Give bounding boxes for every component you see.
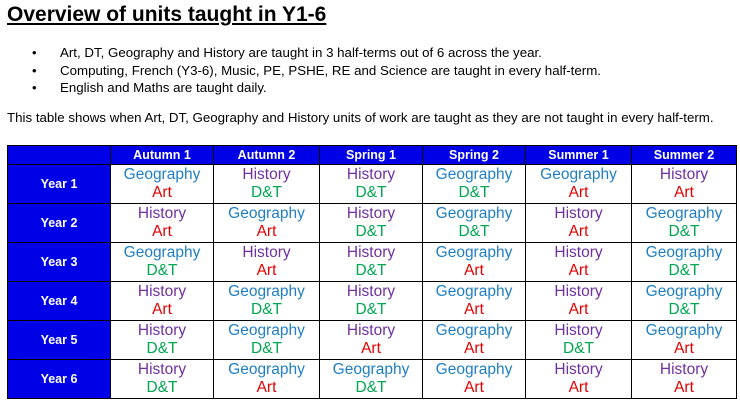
subject-dt: D&T <box>458 184 490 201</box>
table-cell <box>423 282 526 321</box>
subject-history: History <box>242 166 291 183</box>
table-cell <box>320 243 423 282</box>
subject-dt: D&T <box>458 223 490 240</box>
table-cell <box>423 321 526 360</box>
subject-art: Art <box>568 262 589 279</box>
subject-dt: D&T <box>668 262 700 279</box>
table-cell <box>526 321 632 360</box>
table-row <box>8 165 737 204</box>
subject-dt: D&T <box>146 340 178 357</box>
table-cell <box>632 321 737 360</box>
subject-geography: Geography <box>645 283 723 300</box>
table-cell <box>632 165 737 204</box>
subject-history: History <box>242 244 291 261</box>
table-cell <box>214 321 320 360</box>
column-header: Spring 1 <box>320 146 423 165</box>
subject-art: Art <box>361 340 381 357</box>
subject-art: Art <box>568 301 589 318</box>
table-cell <box>214 360 320 399</box>
header-row <box>8 146 737 165</box>
table-cell <box>214 243 320 282</box>
subject-art: Art <box>256 223 277 240</box>
table-cell <box>214 282 320 321</box>
subject-art: Art <box>152 301 172 318</box>
intro-text: This table shows when Art, DT, Geography and History units of work are taught as they are not taught in every half-term. <box>7 110 714 125</box>
subject-history: History <box>137 361 187 378</box>
subject-geography: Geography <box>435 283 513 300</box>
subject-dt: D&T <box>355 379 387 396</box>
subject-dt: D&T <box>251 340 282 357</box>
subject-geography: Geography <box>645 205 723 222</box>
subject-geography: Geography <box>435 322 513 339</box>
subject-dt: D&T <box>251 184 282 201</box>
subject-geography: Geography <box>435 166 513 183</box>
table-cell <box>111 282 214 321</box>
subject-history: History <box>137 322 187 339</box>
column-header: Autumn 1 <box>111 146 214 165</box>
year-label: Year 1 <box>8 165 111 204</box>
subject-geography: Geography <box>123 166 201 183</box>
table-cell <box>526 360 632 399</box>
column-header: Spring 2 <box>423 146 526 165</box>
subject-art: Art <box>256 262 277 279</box>
subject-history: History <box>554 322 603 339</box>
table-cell <box>111 204 214 243</box>
subject-geography: Geography <box>645 322 723 339</box>
corner-cell <box>8 146 111 165</box>
subject-history: History <box>554 205 603 222</box>
year-label: Year 6 <box>8 360 111 399</box>
subject-history: History <box>346 283 396 300</box>
subject-history: History <box>346 205 396 222</box>
table-cell <box>632 243 737 282</box>
column-header: Summer 2 <box>632 146 737 165</box>
subject-geography: Geography <box>540 166 617 183</box>
subject-geography: Geography <box>228 283 305 300</box>
subject-geography: Geography <box>228 322 305 339</box>
bullet-item: • Art, DT, Geography and History are taught in 3 half-terms out of 6 across the year. <box>30 44 601 62</box>
subject-art: Art <box>152 223 172 240</box>
subject-dt: D&T <box>563 340 594 357</box>
subject-art: Art <box>674 340 694 357</box>
subject-art: Art <box>568 184 589 201</box>
column-header: Summer 1 <box>526 146 632 165</box>
subject-dt: D&T <box>668 223 700 240</box>
subject-art: Art <box>464 379 484 396</box>
table-row <box>8 360 737 399</box>
subject-history: History <box>137 283 187 300</box>
year-label: Year 4 <box>8 282 111 321</box>
subject-art: Art <box>568 223 589 240</box>
table-cell <box>632 204 737 243</box>
table-cell <box>632 282 737 321</box>
subject-art: Art <box>464 340 484 357</box>
table-cell <box>214 204 320 243</box>
subject-geography: Geography <box>228 205 305 222</box>
table-cell <box>111 321 214 360</box>
subject-art: Art <box>256 379 277 396</box>
subject-geography: Geography <box>435 361 513 378</box>
subject-dt: D&T <box>355 184 387 201</box>
subject-dt: D&T <box>355 262 387 279</box>
table-row <box>8 243 737 282</box>
year-label: Year 2 <box>8 204 111 243</box>
subject-history: History <box>554 244 603 261</box>
column-header: Autumn 2 <box>214 146 320 165</box>
subject-art: Art <box>674 184 694 201</box>
table-cell <box>526 204 632 243</box>
table-cell <box>320 282 423 321</box>
table-cell <box>320 321 423 360</box>
subject-history: History <box>659 166 709 183</box>
subject-geography: Geography <box>228 361 305 378</box>
table-body <box>8 165 737 399</box>
table-cell <box>423 243 526 282</box>
table-cell <box>526 243 632 282</box>
subject-dt: D&T <box>668 301 700 318</box>
units-table <box>7 145 737 399</box>
table-row <box>8 282 737 321</box>
subject-history: History <box>554 283 603 300</box>
table-cell <box>632 360 737 399</box>
table-cell <box>214 165 320 204</box>
year-label: Year 3 <box>8 243 111 282</box>
table-cell <box>423 360 526 399</box>
subject-geography: Geography <box>435 244 513 261</box>
table-row <box>8 321 737 360</box>
table-cell <box>526 165 632 204</box>
subject-dt: D&T <box>146 262 178 279</box>
subject-art: Art <box>152 184 172 201</box>
subject-dt: D&T <box>355 301 387 318</box>
table-cell <box>320 204 423 243</box>
table-cell <box>526 282 632 321</box>
subject-dt: D&T <box>251 301 282 318</box>
subject-art: Art <box>568 379 589 396</box>
table-row <box>8 204 737 243</box>
subject-geography: Geography <box>645 244 723 261</box>
table-cell <box>111 360 214 399</box>
subject-history: History <box>346 322 396 339</box>
subject-dt: D&T <box>146 379 178 396</box>
subject-history: History <box>554 361 603 378</box>
page-title: Overview of units taught in Y1-6 <box>7 3 327 26</box>
table-cell <box>423 204 526 243</box>
bullet-item: • Computing, French (Y3-6), Music, PE, PSHE, RE and Science are taught in every half-term. <box>30 62 601 80</box>
bullet-item: • English and Maths are taught daily. <box>30 79 601 97</box>
subject-geography: Geography <box>123 244 201 261</box>
subject-geography: Geography <box>332 361 410 378</box>
subject-geography: Geography <box>435 205 513 222</box>
subject-dt: D&T <box>355 223 387 240</box>
subject-history: History <box>346 244 396 261</box>
subject-history: History <box>346 166 396 183</box>
table-cell <box>320 165 423 204</box>
subject-art: Art <box>464 262 484 279</box>
subject-art: Art <box>464 301 484 318</box>
subject-art: Art <box>674 379 694 396</box>
table-cell <box>111 165 214 204</box>
table-cell <box>423 165 526 204</box>
subject-history: History <box>137 205 187 222</box>
year-label: Year 5 <box>8 321 111 360</box>
subject-history: History <box>659 361 709 378</box>
table-cell <box>320 360 423 399</box>
bullet-list <box>30 44 601 97</box>
table-cell <box>111 243 214 282</box>
